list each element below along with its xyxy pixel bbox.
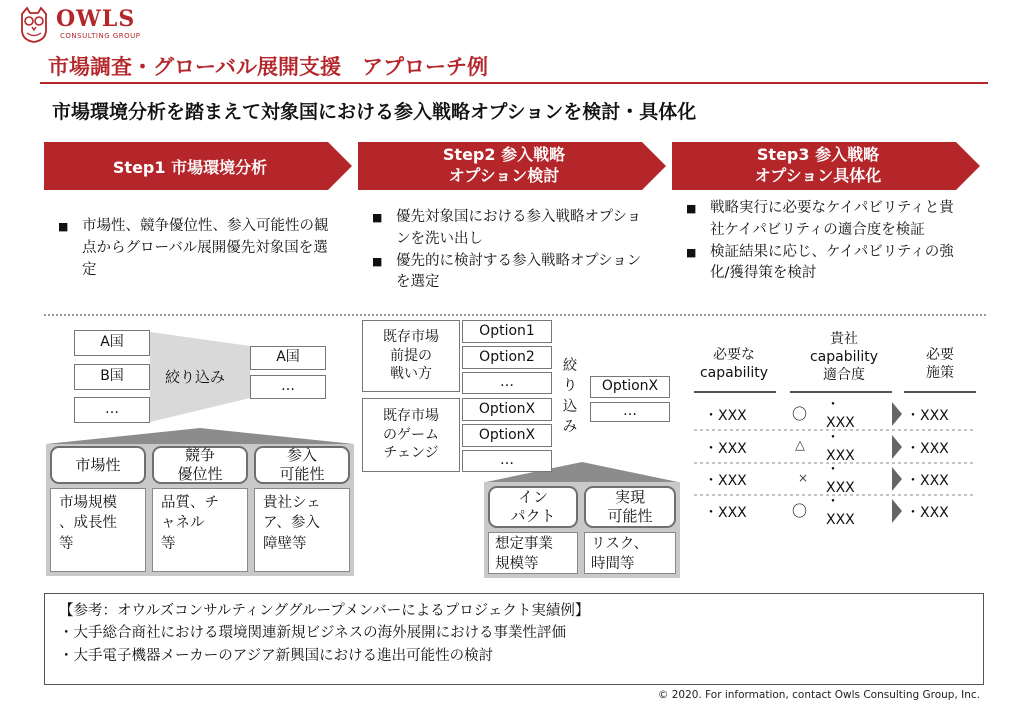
reference-box bbox=[44, 593, 984, 685]
country-box-a: A国 bbox=[74, 330, 150, 356]
filter-char: り bbox=[562, 378, 578, 395]
step2-subtitle: オプション検討 bbox=[448, 166, 560, 185]
step3-subtitle: オプション具体化 bbox=[754, 166, 882, 185]
detail-text: 貴社シェ bbox=[263, 495, 321, 511]
header-text: 施策 bbox=[926, 365, 954, 382]
note-text: ・ bbox=[826, 494, 840, 510]
note-cell bbox=[826, 396, 855, 432]
note-text: XXX bbox=[826, 415, 855, 432]
table-row bbox=[694, 397, 976, 432]
detail-text: 等 bbox=[59, 535, 74, 552]
bullet-text: 優先的に検討する参入戦略オプションを選定 bbox=[396, 252, 642, 291]
bullet-text: 検証結果に応じ、ケイパビリティの強化/獲得策を検討 bbox=[710, 243, 954, 282]
criteria-label: 実現 bbox=[614, 488, 645, 507]
need-cell: ・XXX bbox=[704, 408, 747, 424]
bullet-text: 戦略実行に必要なケイパビリティと貴社ケイパビリティの適合度を検証 bbox=[710, 200, 954, 238]
note-cell bbox=[826, 461, 855, 497]
table-row bbox=[694, 494, 976, 529]
subtitle: 市場環境分析を踏まえて対象国における参入戦略オプションを検討・具体化 bbox=[52, 101, 697, 123]
page-title: 市場調査・グローバル展開支援 アプローチ例 bbox=[48, 55, 488, 79]
group-label: 戦い方 bbox=[390, 366, 432, 383]
header-text: 適合度 bbox=[823, 367, 865, 384]
measure-cell: ・XXX bbox=[906, 408, 949, 424]
reference-item: ・大手電子機器メーカーのアジア新興国における進出可能性の検討 bbox=[59, 647, 494, 664]
logo-name: OWLS bbox=[56, 6, 136, 32]
reference-title: 【参考：オウルズコンサルティンググループメンバーによるプロジェクト実績例】 bbox=[59, 603, 590, 619]
detail-text: リスク、 bbox=[591, 536, 649, 552]
criteria-label: 市場性 bbox=[75, 455, 121, 474]
bullet-text: 市場性、競争優位性、参入可能性の観点からグローバル展開優先対象国を選定 bbox=[82, 218, 329, 278]
group-label: 既存市場 bbox=[383, 328, 439, 345]
list-item: ■ 検証結果に応じ、ケイパビリティの強化/獲得策を検討 bbox=[686, 242, 954, 286]
country-box-b: B国 bbox=[74, 364, 150, 390]
option-box: … bbox=[462, 372, 552, 394]
measure-cell: ・XXX bbox=[906, 473, 949, 489]
group-label: 既存市場 bbox=[383, 407, 439, 424]
selected-more-box: … bbox=[250, 375, 326, 399]
option-box: OptionX bbox=[462, 398, 552, 421]
note-text: ・ bbox=[826, 397, 840, 413]
detail-text: 市場規模 bbox=[59, 495, 117, 511]
detail-text: 品質、チ bbox=[161, 495, 219, 511]
note-text: XXX bbox=[826, 512, 855, 529]
selected-country-box: A国 bbox=[250, 346, 326, 370]
group-label: のゲーム bbox=[383, 426, 439, 443]
detail-text: 規模等 bbox=[495, 555, 539, 572]
measure-cell: ・XXX bbox=[906, 505, 949, 521]
detail-text: ア、参入 bbox=[263, 515, 320, 532]
option-box: … bbox=[462, 450, 552, 472]
country-box-more: … bbox=[74, 397, 150, 423]
selected-option-more-box: … bbox=[590, 402, 670, 422]
criteria-label: 競争 bbox=[184, 446, 215, 465]
criteria-label: 可能性 bbox=[607, 507, 653, 525]
detail-text: 等 bbox=[161, 535, 176, 552]
option-box: OptionX bbox=[462, 424, 552, 447]
measure-cell: ・XXX bbox=[906, 441, 949, 457]
detail-text: ャネル bbox=[161, 515, 205, 532]
option-box: Option2 bbox=[462, 346, 552, 369]
header-text: 貴社 bbox=[830, 331, 858, 347]
list-item: ■ 戦略実行に必要なケイパビリティと貴社ケイパビリティの適合度を検証 bbox=[686, 198, 954, 242]
list-item: ■ 優先的に検討する参入戦略オプションを選定 bbox=[372, 251, 650, 295]
footer-copyright: © 2020. For information, contact Owls Consulting Group, Inc. bbox=[657, 689, 980, 701]
filter-char: み bbox=[562, 418, 578, 435]
table-row bbox=[694, 430, 976, 465]
group-label: チェンジ bbox=[383, 445, 439, 462]
header-text: 必要 bbox=[926, 347, 954, 363]
option-box: Option1 bbox=[462, 320, 552, 343]
fit-mark: 〇 bbox=[792, 405, 808, 423]
header-text: capability bbox=[809, 349, 879, 366]
note-text: XXX bbox=[826, 448, 855, 465]
note-text: XXX bbox=[826, 480, 855, 497]
criteria-label: 可能性 bbox=[279, 465, 325, 483]
detail-text: 、成長性 bbox=[59, 515, 117, 532]
table-row bbox=[694, 462, 976, 497]
fit-mark: 〇 bbox=[792, 502, 808, 520]
filter-char: 絞 bbox=[562, 358, 578, 374]
reference-item: ・大手総合商社における環境関連新規ビジネスの海外展開における事業性評価 bbox=[59, 625, 567, 642]
detail-text: 障壁等 bbox=[263, 535, 307, 552]
selected-option-box: OptionX bbox=[590, 376, 670, 398]
step1-title: Step1 市場環境分析 bbox=[112, 157, 268, 177]
detail-text: 想定事業 bbox=[495, 536, 553, 552]
criteria-label: 参入 bbox=[286, 446, 317, 465]
list-item: ■ 市場性、競争優位性、参入可能性の観点からグローバル展開優先対象国を選定 bbox=[58, 216, 338, 281]
need-cell: ・XXX bbox=[704, 441, 747, 457]
need-cell: ・XXX bbox=[704, 505, 747, 521]
note-cell bbox=[826, 429, 855, 465]
bullet-text: 優先対象国における参入戦略オプションを洗い出し bbox=[396, 209, 642, 247]
header-text: capability bbox=[699, 365, 769, 382]
note-cell bbox=[826, 493, 855, 529]
note-text: ・ bbox=[826, 462, 840, 478]
need-cell: ・XXX bbox=[704, 473, 747, 489]
fit-mark: △ bbox=[795, 438, 805, 453]
header-text: 必要な bbox=[713, 347, 755, 363]
logo-sub: CONSULTING GROUP bbox=[60, 32, 141, 40]
criteria-label: イン bbox=[517, 488, 548, 507]
fit-mark: × bbox=[798, 471, 809, 485]
list-item: ■ 優先対象国における参入戦略オプションを洗い出し bbox=[372, 207, 650, 251]
filter-label: 絞り込み bbox=[165, 368, 226, 386]
criteria-label: 優位性 bbox=[177, 465, 223, 483]
step3-title: Step3 参入戦略 bbox=[756, 145, 880, 165]
note-text: ・ bbox=[826, 430, 840, 446]
filter-char: 込 bbox=[562, 398, 578, 415]
step2-title: Step2 参入戦略 bbox=[442, 145, 566, 165]
detail-text: 時間等 bbox=[591, 555, 635, 572]
group-label: 前提の bbox=[390, 347, 432, 364]
criteria-label: パクト bbox=[510, 507, 556, 525]
